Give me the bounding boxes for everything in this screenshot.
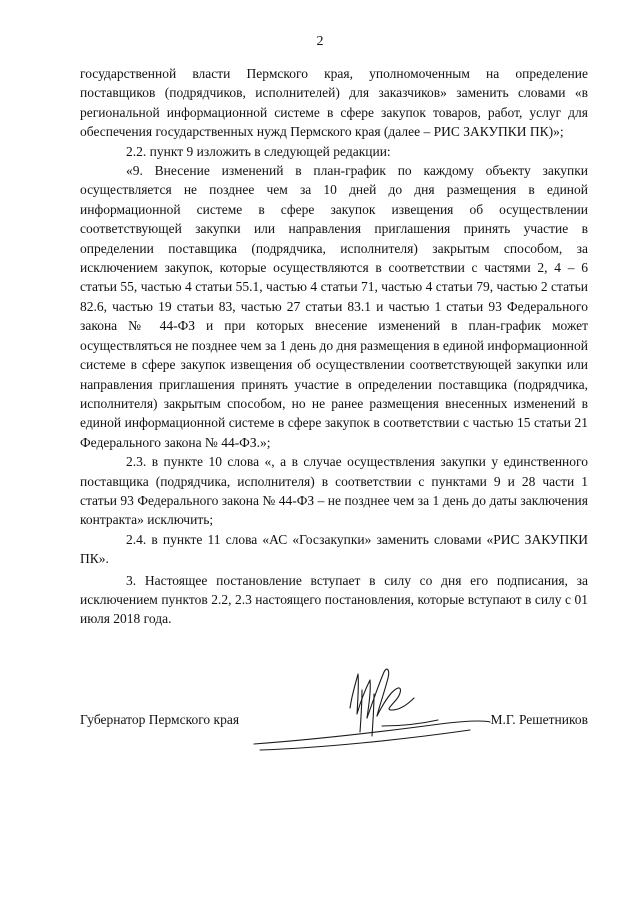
paragraph-item-2-4: 2.4. в пункте 11 слова «АС «Госзакупки» заменить словами «РИС ЗАКУПКИ ПК». bbox=[80, 531, 588, 567]
page-number: 2 bbox=[316, 34, 324, 49]
paragraph-item-3: 3. Настоящее постановление вступает в силу со дня его подписания, за исключением пунктов 2.2, 2.3 настоящего постановления, которые вступают в силу с 01 июля 2018 года. bbox=[80, 572, 588, 627]
signatory-name: М.Г. Решетников bbox=[490, 712, 588, 727]
signature-block bbox=[80, 708, 588, 748]
paragraph-item-2-2: 2.2. пункт 9 изложить в следующей редакции: bbox=[126, 143, 391, 159]
signatory-position: Губернатор Пермского края bbox=[80, 712, 240, 727]
paragraph-item-2-3: 2.3. в пункте 10 слова «, а в случае осуществления закупки у единственного поставщика (подрядчика, исполнителя) в соответствии с пунктами 9 и 28 части 1 статьи 93 Федерального закона № 44-ФЗ – не позднее чем за 1 день до даты заключения контракта» исключить; bbox=[80, 454, 588, 528]
document-body bbox=[80, 64, 588, 629]
paragraph-continuation: государственной власти Пермского края, уполномоченным на определение поставщиков (подрядчиков, исполнителей) для заказчиков» заменить словами «в региональной информационной системе в сфере закупок товаров, работ, услуг для обеспечения государственных нужд Пермского края (далее – РИС ЗАКУПКИ ПК)»; bbox=[80, 66, 588, 140]
paragraph-quoted-item-9: «9. Внесение изменений в план-график по каждому объекту закупки осуществляется не позднее чем за 10 дней до дня размещения в единой информационной системе в сфере закупок извещения об осуществлении соответствующей закупки или направления приглашения принять участие в определении поставщика (подрядчика, исполнителя) закрытым способом, за исключением закупок, которые осуществляются в соответствии с частями 2, 4 – 6 статьи 55, частью 4 статьи 55.1, частью 4 статьи 71, частью 4 статьи 79, частью 2 статьи 82.6, частью 19 статьи 83, частью 27 статьи 83.1 и частью 1 статьи 93 Федерального закона № 44-ФЗ и при которых внесение изменений в план-график может осуществляться не позднее чем за 1 день до дня размещения в единой информационной системе в сфере закупок извещения об осуществлении соответствующей закупки или направления приглашения принять участие в определении поставщика (подрядчика, исполнителя) закрытым способом, но не ранее размещения внесенных изменений в единой информационной системе в сфере закупок в соответствии с частью 15 статьи 21 Федерального закона № 44-ФЗ.»; bbox=[80, 163, 588, 450]
